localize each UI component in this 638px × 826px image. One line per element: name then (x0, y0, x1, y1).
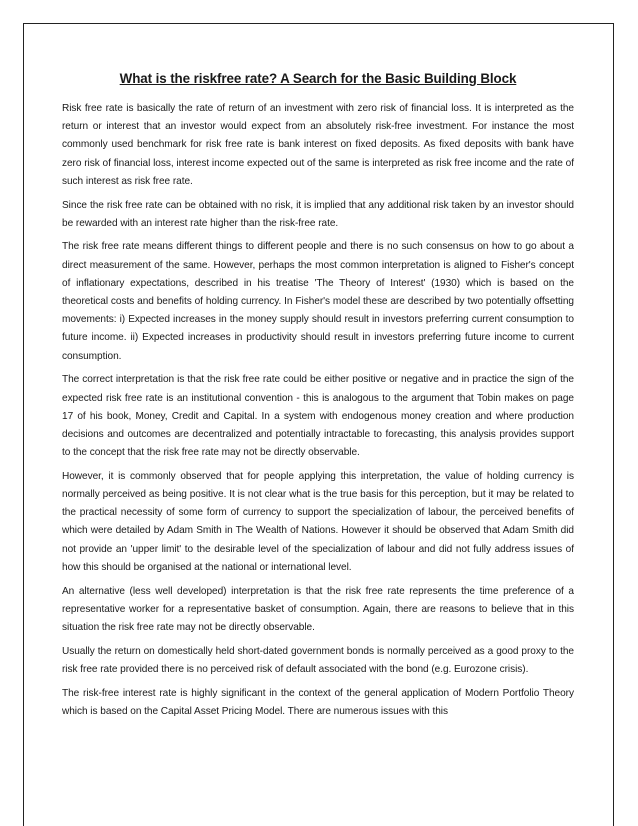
paragraph-tobin: The correct interpretation is that the risk free rate could be either positive or negative and in practice the sign of the expected risk free rate is an institutional convention - this is analogous to the argument that Tobin makes on page 17 of his book, Money, Credit and Capital. In a system with endogenous money creation and where production decisions and outcomes are decentralized and potentially intractable to forecasting, this analysis provides support to the concept that the risk free rate may not be directly observable. (62, 374, 574, 459)
paragraph-government-bonds: Usually the return on domestically held short-dated government bonds is normally perceived as a good proxy to the risk free rate provided there is no perceived risk of default associated with the bond (e.g. Eurozone crisis). (62, 645, 574, 675)
paragraph-adam-smith: However, it is commonly observed that for people applying this interpretation, the value of holding currency is normally perceived as being positive. It is not clear what is the true basis for this perception, but it may be related to the practical necessity of some form of currency to support the specialization of labour, the perceived benefits of which were detailed by Adam Smith in The Wealth of Nations. However it should be observed that Adam Smith did not provide an 'upper limit' to the desirable level of the specialization of labour and did not fully address issues of how this should be organised at the national or international level. (62, 470, 574, 573)
document-body (62, 71, 574, 721)
paragraph-time-preference: An alternative (less well developed) interpretation is that the risk free rate represents the time preference of a representative worker for a representative basket of consumption. Again, there are reasons to believe that in this situation the risk free rate may not be directly observable. (62, 585, 574, 633)
paragraph-risk-reward: Since the risk free rate can be obtained with no risk, it is implied that any additional risk taken by an investor should be rewarded with an interest rate higher than the risk-free rate. (62, 199, 574, 229)
paragraph-definition: Risk free rate is basically the rate of return of an investment with zero risk of financial loss. It is interpreted as the return or interest that an investor would expect from an absolutely risk-free investment. For instance the most commonly used benchmark for risk free rate is bank interest on fixed deposits. As fixed deposits with bank have zero risk of financial loss, interest income expected out of the same is interpreted as risk free income and the rate of such interest as risk free rate. (62, 103, 574, 187)
paragraph-fisher: The risk free rate means different things to different people and there is no such consensus on how to go about a direct measurement of the same. However, perhaps the most common interpretation is aligned to Fisher's concept of inflationary expectations, described in his treatise 'The Theory of Interest' (1930) which is based on the theoretical costs and benefits of holding currency. In Fisher's model these are described by two potentially offsetting movements: i) Expected increases in the money supply should result in investors preferring current consumption to future income. ii) Expected increases in productivity should result in investors preferring future income to current consumption. (62, 241, 574, 362)
document-title: What is the riskfree rate? A Search for the Basic Building Block (119, 71, 517, 86)
paragraph-portfolio-theory: The risk-free interest rate is highly significant in the context of the general application of Modern Portfolio Theory which is based on the Capital Asset Pricing Model. There are numerous issues with this (62, 687, 574, 717)
